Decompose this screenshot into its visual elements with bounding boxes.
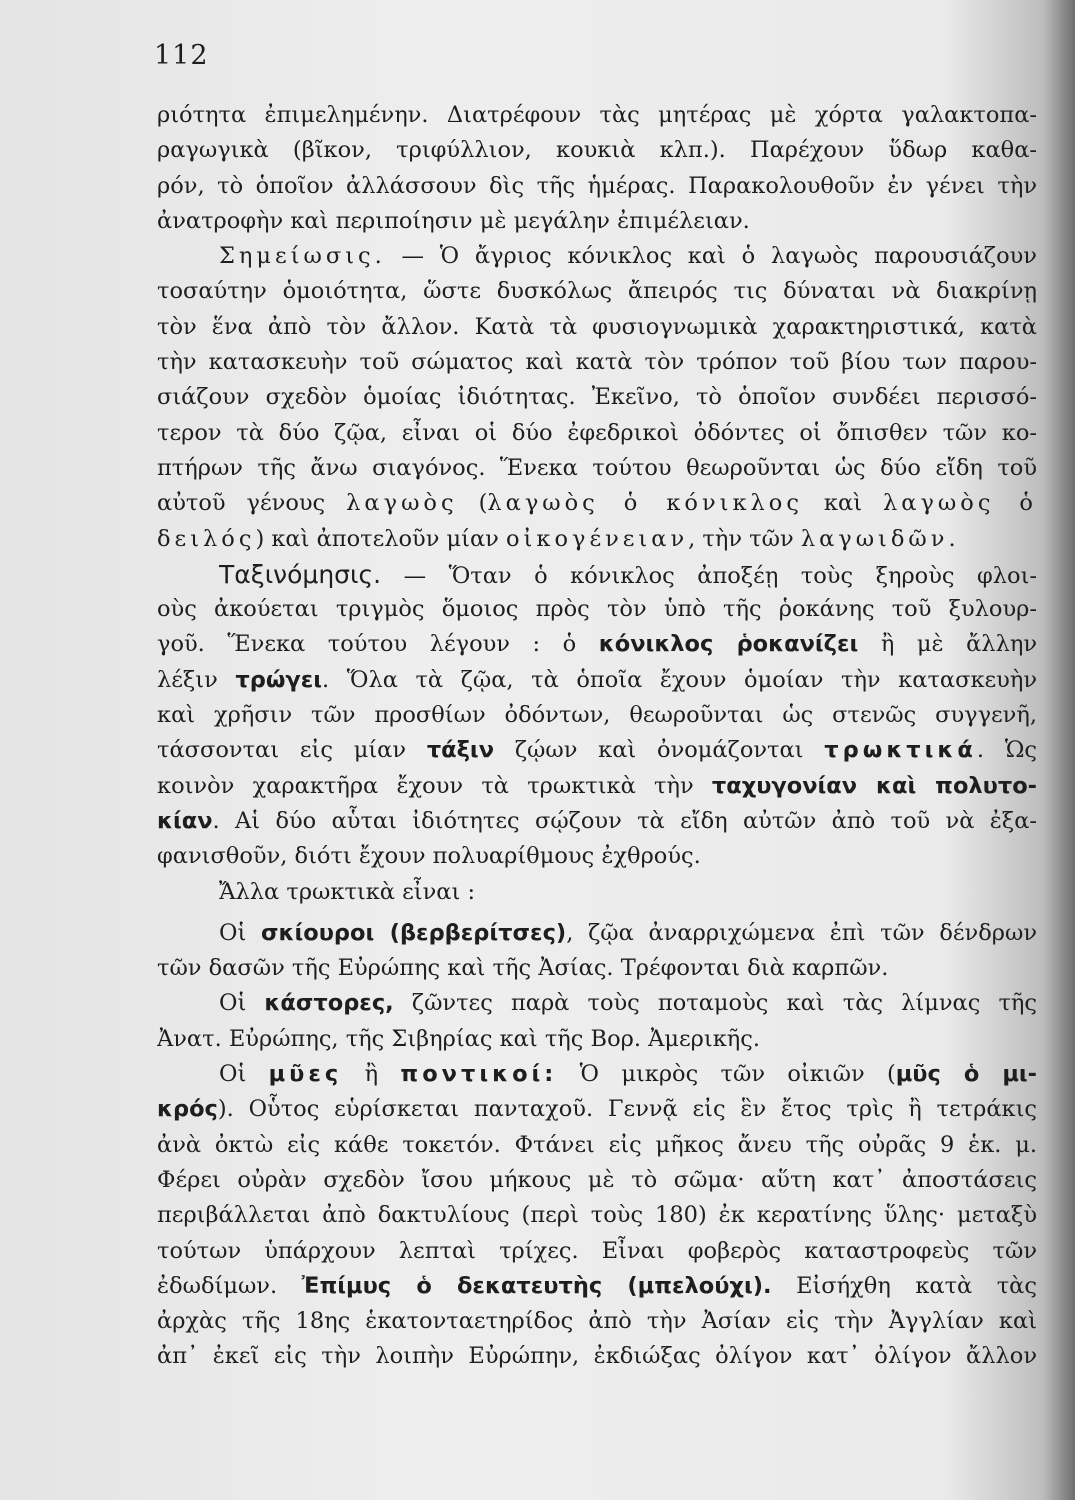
text-line: τοσαύτην ὁμοιότητα, ὥστε δυσκόλως ἄπειρός τις δύναται νὰ διακρίνῃ [157,278,1037,305]
text-line: τάσσονται εἰς μίαν τάξιν ζῴων καὶ ὀνομάζονται τρωκτικά. Ὡς [157,737,1037,764]
text-line: ἐδωδίμων. Ἐπίμυς ὁ δεκατευτὴς (μπελούχι). Εἰσήχθη κατὰ τὰς [157,1272,1037,1299]
text-line: τούτων ὑπάρχουν λεπταὶ τρίχες. Εἶναι φοβερὸς καταστροφεὺς τῶν [157,1237,1037,1264]
text-line: τῶν δασῶν τῆς Εὐρώπης καὶ τῆς Ἀσίας. Τρέφονται διὰ καρπῶν. [157,955,889,982]
text-line: Ἄλλα τρωκτικὰ εἶναι : [219,878,476,905]
body-text [157,98,1037,1375]
text-line: Οἱ κάστορες, ζῶντες παρὰ τοὺς ποταμοὺς καὶ τὰς λίμνας τῆς [219,990,1037,1017]
text-line: ἀνὰ ὀκτὼ εἰς κάθε τοκετόν. Φτάνει εἰς μῆκος ἄνευ τῆς οὐρᾶς 9 ἑκ. μ. [157,1131,1037,1158]
text-line: τὸν ἕνα ἀπὸ τὸν ἄλλον. Κατὰ τὰ φυσιογνωμικὰ χαρακτηριστικά, κατὰ [157,313,1037,340]
classification-heading: Ταξινόμησις. [219,559,382,589]
text-line: οὺς ἀκούεται τριγμὸς ὅμοιος πρὸς τὸν ὑπὸ τῆς ῥοκάνης τοῦ ξυλουρ- [157,596,1037,623]
text-line: Φέρει οὐρὰν σχεδὸν ἴσου μήκους μὲ τὸ σῶμα· αὕτη κατ᾿ ἀποστάσεις [157,1166,1037,1193]
text-line: λέξιν τρώγει. Ὅλα τὰ ζῷα, τὰ ὁποῖα ἔχουν ὁμοίαν τὴν κατασκευὴν [157,666,1037,693]
note-heading: Σημείωσις. [219,243,386,270]
text-line: καὶ χρῆσιν τῶν προσθίων ὀδόντων, θεωροῦνται ὡς στενῶς συγγενῆ, [157,702,1037,729]
text-line: ριότητα ἐπιμελημένην. Διατρέφουν τὰς μητέρας μὲ χόρτα γαλακτοπα- [157,102,1037,128]
text-line: γοῦ. Ἕνεκα τούτου λέγουν : ὁ κόνικλος ῥοκανίζει ἢ μὲ ἄλλην [157,631,1037,658]
text-line: τὴν κατασκευὴν τοῦ σώματος καὶ κατὰ τὸν τρόπον τοῦ βίου των παρου- [157,349,1037,376]
text-line: κοινὸν χαρακτῆρα ἔχουν τὰ τρωκτικὰ τὴν ταχυγονίαν καὶ πολυτο- [157,772,1037,799]
text-line: Οἱ σκίουροι (βερβερίτσες), ζῷα ἀναρριχώμενα ἐπὶ τῶν δένδρων [219,919,1037,946]
text-line: πτήρων τῆς ἄνω σιαγόνος. Ἕνεκα τούτου θεωροῦνται ὡς δύο εἴδη τοῦ [157,454,1037,481]
text-line: Σημείωσις. — Ὁ ἄγριος κόνικλος καὶ ὁ λαγωὸς παρουσιάζουν [219,243,1037,270]
text-line: σιάζουν σχεδὸν ὁμοίας ἰδιότητας. Ἐκεῖνο, τὸ ὁποῖον συνδέει περισσό- [157,384,1037,411]
text-line: φανισθοῦν, διότι ἔχουν πολυαρίθμους ἐχθρούς. [157,843,701,870]
text-line: αὐτοῦ γένους λαγωὸς (λαγωὸς ὁ κόνικλος καὶ λαγωὸς ὁ [157,490,1037,517]
text-line: Ταξινόμησις. — Ὅταν ὁ κόνικλος ἀποξέῃ τοὺς ξηροὺς φλοι- [219,559,1037,589]
text-line: κίαν. Αἱ δύο αὗται ἰδιότητες σῴζουν τὰ εἴδη αὐτῶν ἀπὸ τοῦ νὰ ἐξα- [157,807,1037,834]
text-line: κρός). Οὗτος εὑρίσκεται πανταχοῦ. Γεννᾷ εἰς ἓν ἔτος τρὶς ἢ τετράκις [157,1096,1037,1123]
text-line: ραγωγικὰ (βῖκον, τριφύλλιον, κουκιὰ κλπ.). Παρέχουν ὕδωρ καθα- [157,137,1037,164]
text-line: τερον τὰ δύο ζῷα, εἶναι οἱ δύο ἐφεδρικοὶ ὀδόντες οἱ ὄπισθεν τῶν κο- [157,419,1037,446]
text-line: ἀρχὰς τῆς 18ης ἑκατονταετηρίδος ἀπὸ τὴν Ἀσίαν εἰς τὴν Ἀγγλίαν καὶ [157,1308,1037,1335]
text-line: Ἀνατ. Εὐρώπης, τῆς Σιβηρίας καὶ τῆς Βορ. Ἀμερικῆς. [157,1025,761,1052]
text-line: ρόν, τὸ ὁποῖον ἀλλάσσουν δὶς τῆς ἡμέρας. Παρακολουθοῦν ἐν γένει τὴν [157,172,1037,199]
text-line: Οἱ μῦες ἢ ποντικοί: Ὁ μικρὸς τῶν οἰκιῶν (μῦς ὁ μι- [219,1061,1037,1088]
page-number: 112 [154,40,209,71]
text-line: ἀνατροφὴν καὶ περιποίησιν μὲ μεγάλην ἐπιμέλειαν. [157,207,750,234]
text-line: ἀπ᾿ ἐκεῖ εἰς τὴν λοιπὴν Εὐρώπην, ἐκδιώξας ὀλίγον κατ᾿ ὀλίγον ἄλλον [157,1343,1037,1370]
text-line: περιβάλλεται ἀπὸ δακτυλίους (περὶ τοὺς 180) ἐκ κερατίνης ὕλης· μεταξὺ [157,1202,1037,1229]
text-line: δειλός) καὶ ἀποτελοῦν μίαν οἰκογένειαν, τὴν τῶν λαγωιδῶν. [157,525,956,552]
